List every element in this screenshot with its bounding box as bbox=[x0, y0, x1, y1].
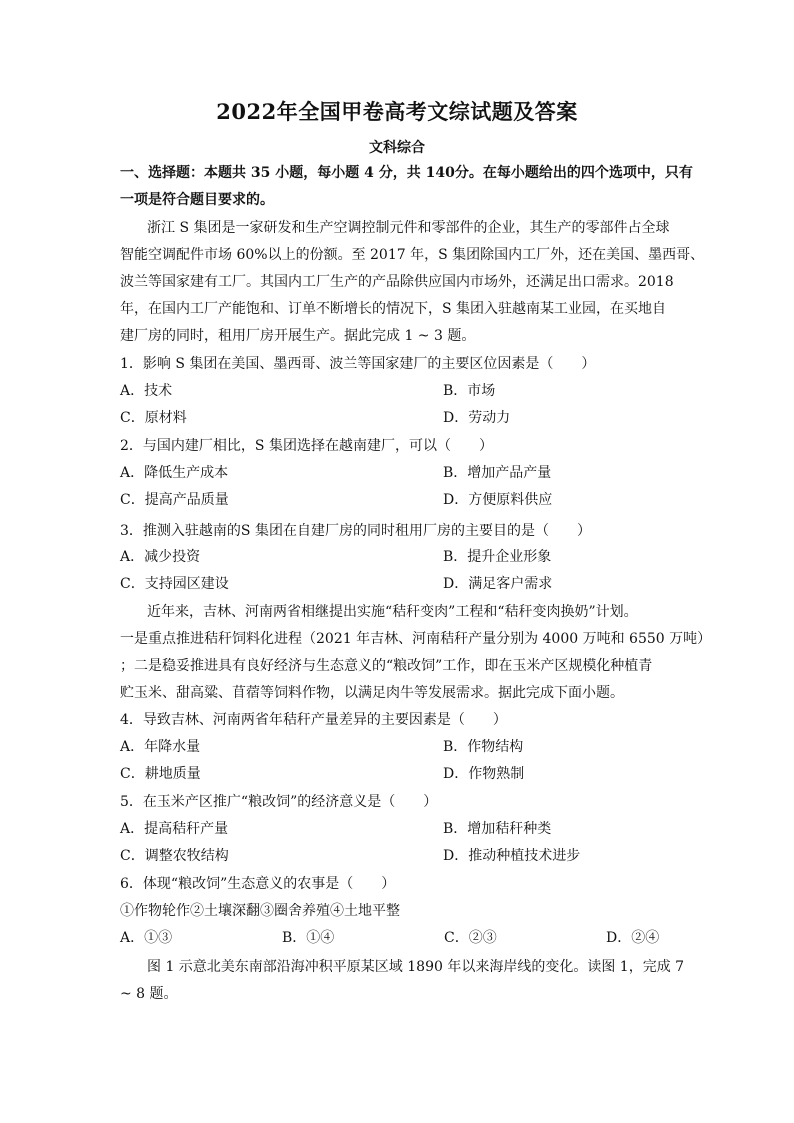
question-3-stem: 3．推测入驻越南的S 集团在自建厂房的同时租用厂房的主要目的是（ ） bbox=[120, 523, 591, 539]
question-6-stem: 6．体现“粮改饲”生态意义的农事是（ ） bbox=[120, 876, 396, 892]
document-subtitle: 文科综合 bbox=[369, 140, 425, 156]
passage1-line-5: 建厂房的同时，租用厂房开展生产。据此完成 1 ~ 3 题。 bbox=[120, 328, 476, 344]
passage2-line-4: 贮玉米、甜高粱、苜蓿等饲料作物，以满足肉牛等发展需求。据此完成下面小题。 bbox=[120, 685, 624, 701]
question-1-option-c: C．原材料 bbox=[120, 410, 187, 426]
document-title: 2022年全国甲卷高考文综试题及答案 bbox=[216, 99, 578, 124]
question-5-option-a: A．提高秸秆产量 bbox=[120, 821, 229, 837]
question-4-option-d: D．作物熟制 bbox=[443, 766, 525, 782]
passage1-line-3: 波兰等国家建有工厂。其国内工厂生产的产品除供应国内市场外，还满足出口需求。2018 bbox=[120, 274, 674, 290]
passage3-line-1: 图 1 示意北美东南部沿海冲积平原某区域 1890 年以来海岸线的变化。读图 1，完成 7 bbox=[147, 959, 685, 975]
question-5-option-b: B．增加秸秆种类 bbox=[443, 821, 552, 837]
passage2-line-3: ；二是稳妥推进具有良好经济与生态意义的“粮改饲”工作，即在玉米产区规模化种植青 bbox=[120, 658, 653, 674]
passage2-line-2: 一是重点推进秸秆饲料化进程（2021 年吉林、河南秸秆产量分别为 4000 万吨和 6550 万吨） bbox=[120, 631, 712, 647]
question-2-option-a: A．降低生产成本 bbox=[120, 465, 229, 481]
question-6-option-b: B．①④ bbox=[282, 930, 335, 946]
question-6-items: ①作物轮作②土壤深翻③圈舍养殖④土地平整 bbox=[120, 903, 400, 919]
question-5-stem: 5．在玉米产区推广“粮改饲”的经济意义是（ ） bbox=[120, 794, 438, 810]
question-2-option-c: C．提高产品质量 bbox=[120, 492, 229, 508]
question-5-option-c: C．调整农牧结构 bbox=[120, 848, 229, 864]
question-1-option-a: A．技术 bbox=[120, 383, 173, 399]
passage1-line-1: 浙江 S 集团是一家研发和生产空调控制元件和零部件的企业，其生产的零部件占全球 bbox=[147, 220, 670, 236]
question-1-option-b: B．市场 bbox=[443, 383, 496, 399]
question-3-option-b: B．提升企业形象 bbox=[443, 549, 552, 565]
question-4-option-c: C．耕地质量 bbox=[120, 766, 201, 782]
passage1-line-4: 年，在国内工厂产能饱和、订单不断增长的情况下，S 集团入驻越南某工业园，在买地自 bbox=[120, 301, 667, 317]
passage3-line-2: ~ 8 题。 bbox=[120, 986, 178, 1002]
question-5-option-d: D．推动种植技术进步 bbox=[443, 848, 581, 864]
passage2-line-1: 近年来，吉林、河南两省相继提出实施“秸秆变肉”工程和“秸秆变肉换奶”计划。 bbox=[147, 604, 638, 620]
question-4-option-b: B．作物结构 bbox=[443, 739, 524, 755]
question-4-option-a: A．年降水量 bbox=[120, 739, 201, 755]
question-6-option-d: D．②④ bbox=[606, 930, 660, 946]
question-1-stem: 1．影响 S 集团在美国、墨西哥、波兰等国家建厂的主要区位因素是（ ） bbox=[120, 356, 596, 372]
question-4-stem: 4．导致吉林、河南两省年秸秆产量差异的主要因素是（ ） bbox=[120, 712, 507, 728]
question-3-option-d: D．满足客户需求 bbox=[443, 576, 553, 592]
question-3-option-a: A．减少投资 bbox=[120, 549, 201, 565]
question-2-option-d: D．方便原料供应 bbox=[443, 492, 553, 508]
question-3-option-c: C．支持园区建设 bbox=[120, 576, 229, 592]
section-heading-line-2: 一项是符合题目要求的。 bbox=[120, 192, 274, 208]
question-6-option-c: C．②③ bbox=[444, 930, 497, 946]
question-2-option-b: B．增加产品产量 bbox=[443, 465, 552, 481]
section-heading-line-1: 一、选择题：本题共 35 小题，每小题 4 分，共 140分。在每小题给出的四个选项中，只有 bbox=[120, 165, 693, 181]
passage1-line-2: 智能空调配件市场 60%以上的份额。至 2017 年，S 集团除国内工厂外，还在美国、墨西哥、 bbox=[120, 247, 705, 263]
question-1-option-d: D．劳动力 bbox=[443, 410, 511, 426]
question-6-option-a: A．①③ bbox=[120, 930, 173, 946]
question-2-stem: 2．与国内建厂相比，S 集团选择在越南建厂，可以（ ） bbox=[120, 438, 493, 454]
